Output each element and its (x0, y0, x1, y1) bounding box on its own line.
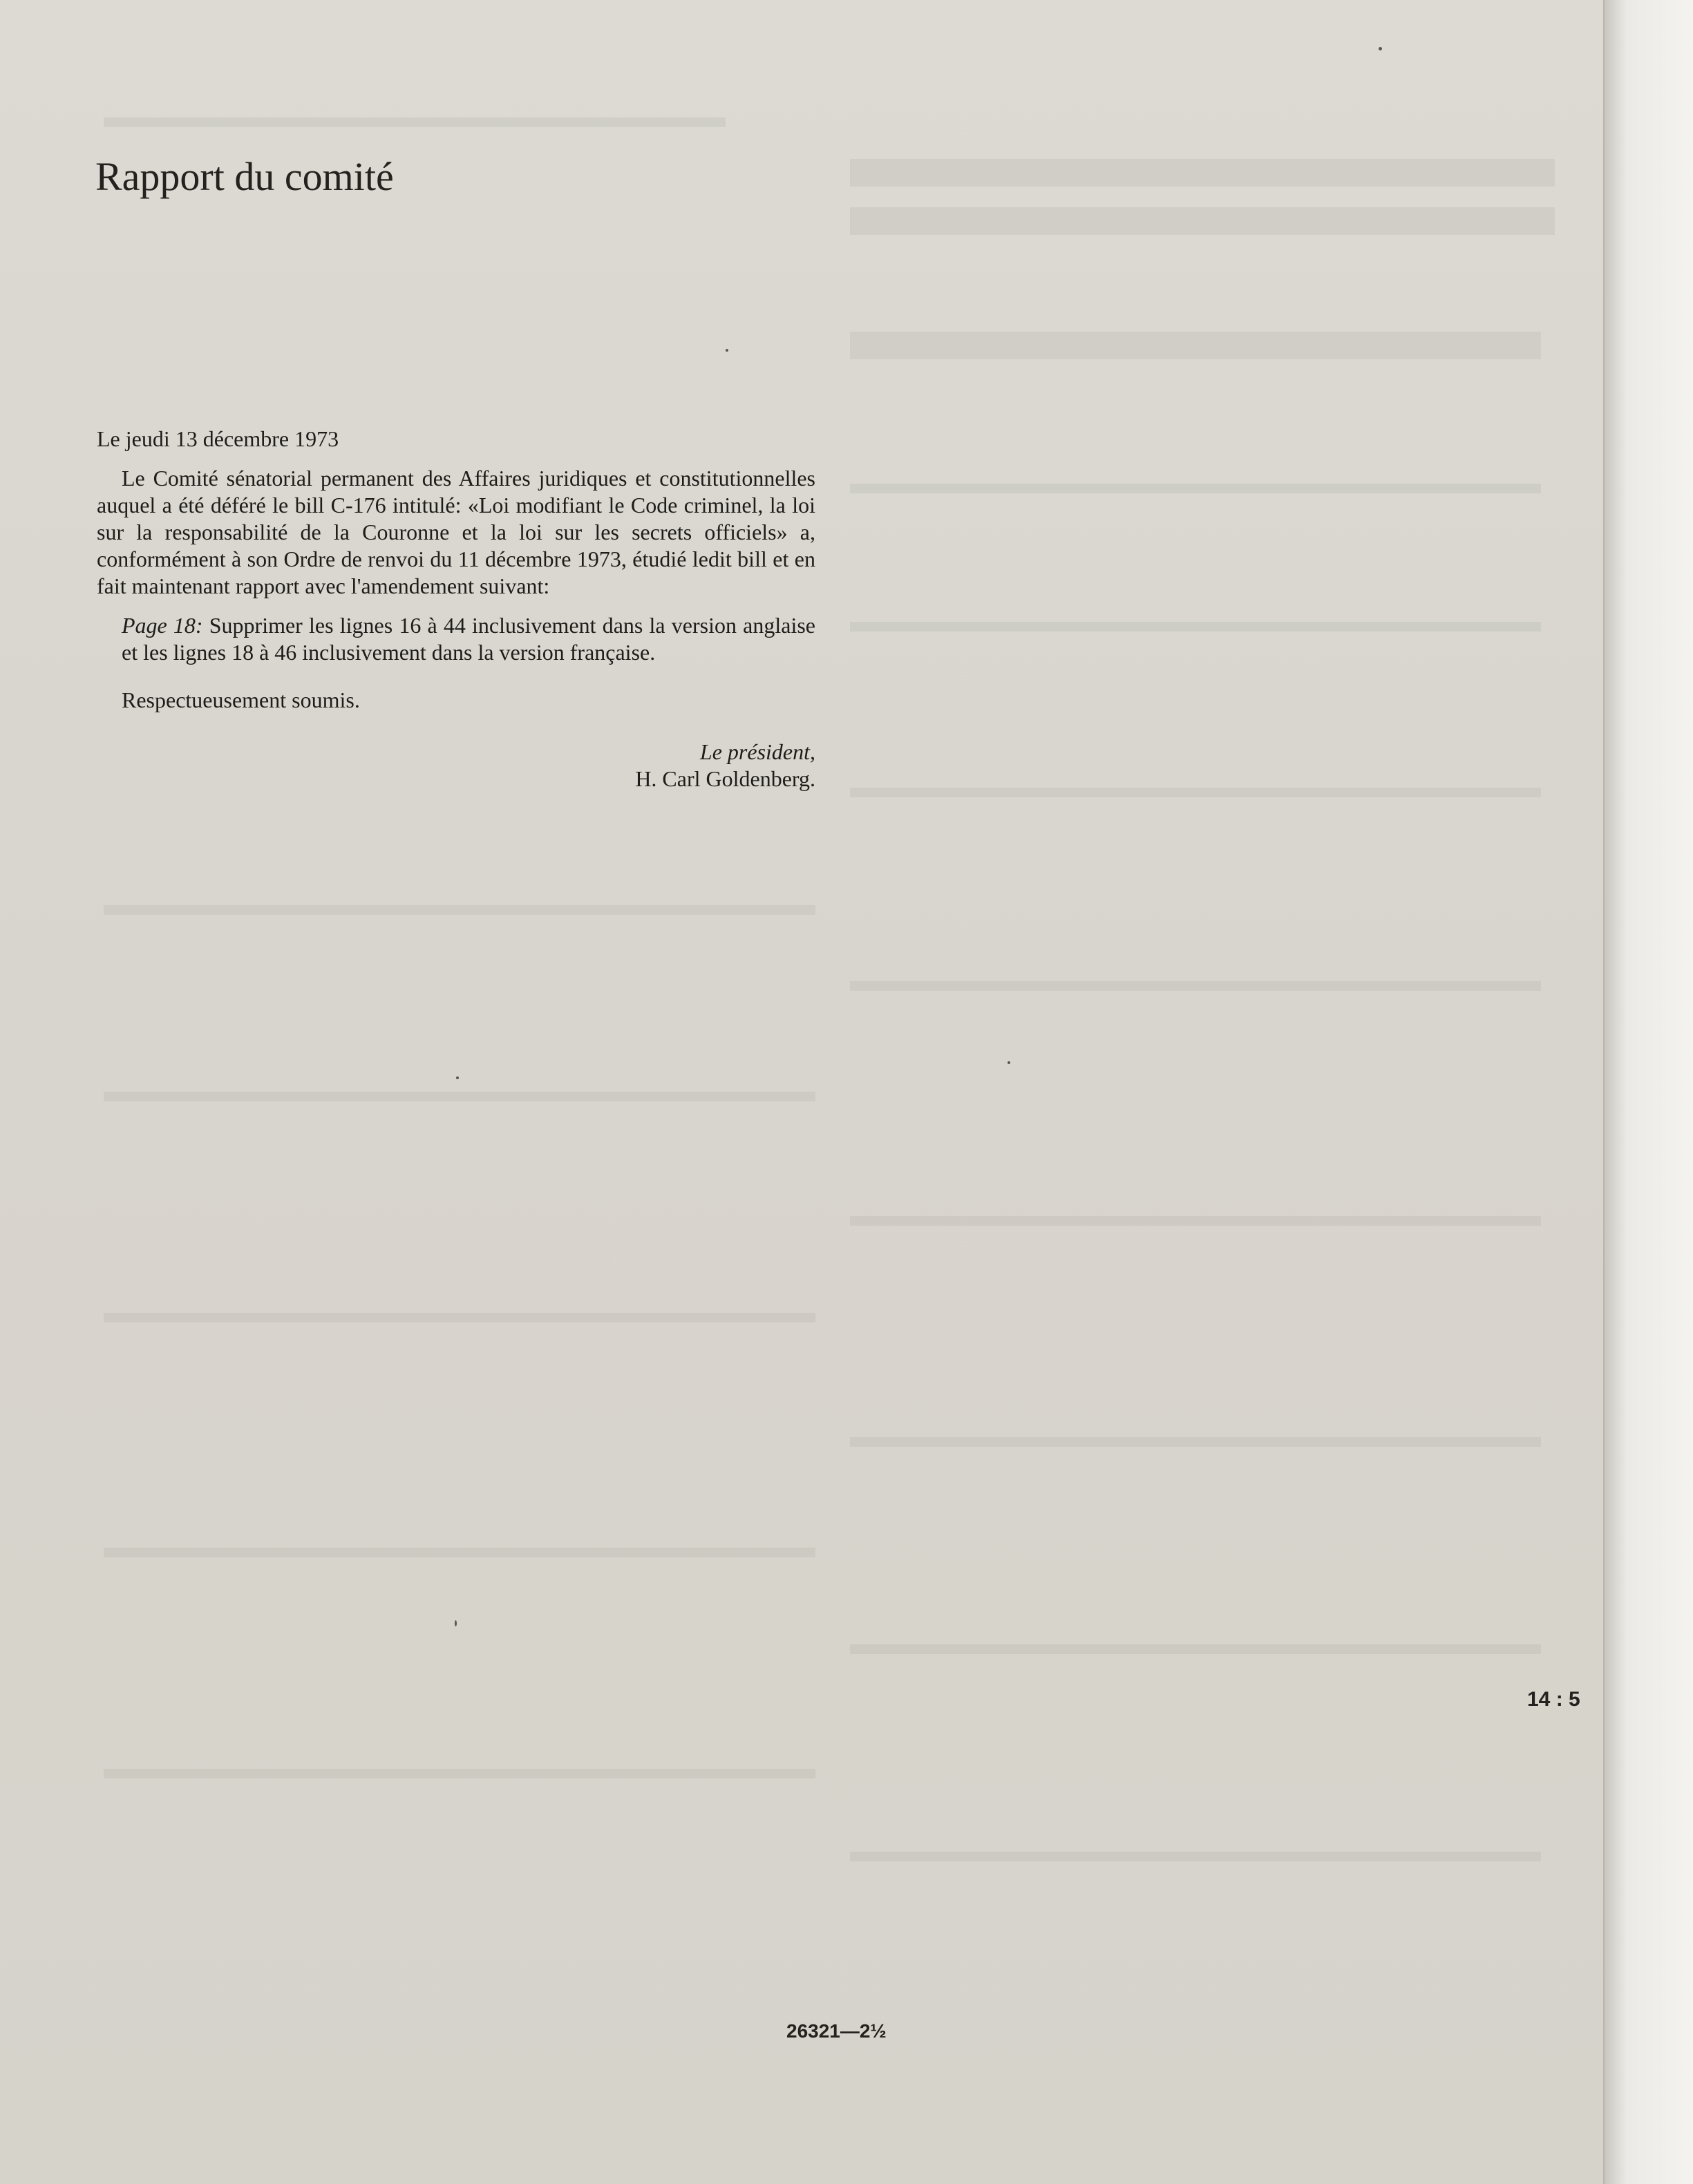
bleed-through-line (104, 905, 815, 915)
bleed-through-line (850, 788, 1541, 797)
scan-speck (455, 1620, 457, 1626)
scan-speck (1379, 47, 1382, 50)
adjacent-page-edge (1603, 0, 1693, 2184)
scan-speck (726, 349, 728, 352)
bleed-through-line (850, 1216, 1541, 1226)
bleed-through-line (850, 1644, 1541, 1654)
closing-line: Respectueusement soumis. (122, 687, 360, 712)
bleed-through-line (850, 159, 1555, 187)
amendment-page-ref: Page 18: (122, 613, 203, 638)
scan-speck (456, 1076, 459, 1079)
amendment-text: Supprimer les lignes 16 à 44 inclusivement dans la version anglaise et les lignes 18 à 46 inclusivement dans la version française. (122, 613, 816, 665)
bleed-through-line (850, 981, 1541, 991)
bleed-through-line (850, 207, 1555, 235)
bleed-through-line (850, 484, 1541, 493)
bleed-through-line (850, 332, 1541, 359)
bleed-through-line (850, 1852, 1541, 1861)
report-date: Le jeudi 13 décembre 1973 (97, 426, 339, 451)
page-number: 14 : 5 (1527, 1688, 1580, 1711)
report-paragraph: Le Comité sénatorial permanent des Affaires juridiques et constitutionnelles auquel a été déféré le bill C-176 intitulé: «Loi modifiant le Code criminel, la loi sur la responsabilité de la Couronne et la loi sur les secrets officiels» a, conformément à son Ordre de renvoi du 11 décembre 1973, étudié ledit bill et en fait maintenant rapport avec l'amendement suivant: (97, 466, 815, 598)
bleed-through-line (850, 1437, 1541, 1447)
signature-name: H. Carl Goldenberg. (635, 766, 815, 791)
bleed-through-line (104, 117, 726, 127)
bleed-through-line (104, 1313, 815, 1322)
signature-title: Le président, (699, 739, 815, 764)
amendment (122, 612, 815, 666)
report-body (97, 426, 815, 792)
bleed-through-line (104, 1769, 815, 1778)
bleed-through-line (104, 1548, 815, 1557)
bleed-through-line (104, 1092, 815, 1101)
bleed-through-line (850, 622, 1541, 632)
report-title: Rapport du comité (95, 154, 394, 199)
print-code: 26321—2½ (786, 2020, 887, 2042)
scan-speck (1008, 1061, 1010, 1064)
